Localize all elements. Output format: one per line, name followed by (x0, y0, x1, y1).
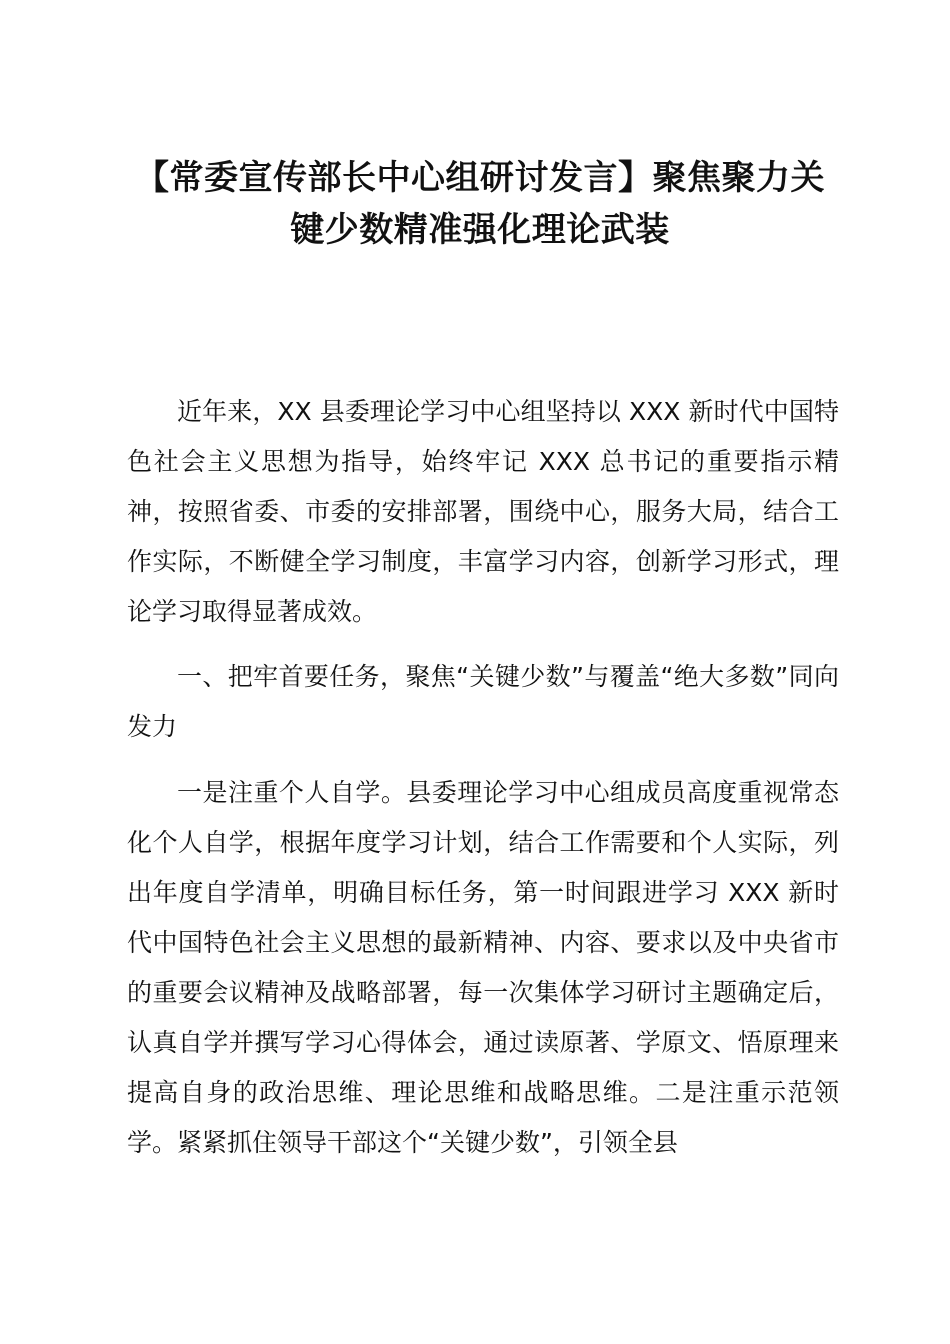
title-line-2: 键少数精准强化理论武装 (290, 210, 670, 250)
paragraph-intro: 近年来，XX 县委理论学习中心组坚持以 XXX 新时代中国特色社会主义思想为指导，始终牢记 XXX 总书记的重要指示精神，按照省委、市委的安排部署，围绕中心，服务大局，结合工作实际，不断健全学习制度，丰富学习内容，创新学习形式，理论学习取得显著成效。 (127, 397, 839, 626)
title-line-1: 【常委宣传部长中心组研讨发言】聚焦聚力关 (135, 158, 825, 198)
document-title (110, 152, 850, 256)
section-heading-1: 一、把牢首要任务，聚焦“关键少数”与覆盖“绝大多数”同向发力 (127, 662, 839, 741)
paragraph-self-study: 一是注重个人自学。县委理论学习中心组成员高度重视常态化个人自学，根据年度学习计划，结合工作需要和个人实际，列出年度自学清单，明确目标任务，第一时间跟进学习 XXX 新时代中国特色社会主义思想的最新精神、内容、要求以及中央省市的重要会议精神及战略部署，每一次集体学习研讨主题确定后，认真自学并撰写学习心得体会，通过读原著、学原文、悟原理来提高自身的政治思维、理论思维和战略思维。二是注重示范领学。紧紧抓住领导干部这个“关键少数”，引领全县 (127, 778, 839, 1157)
